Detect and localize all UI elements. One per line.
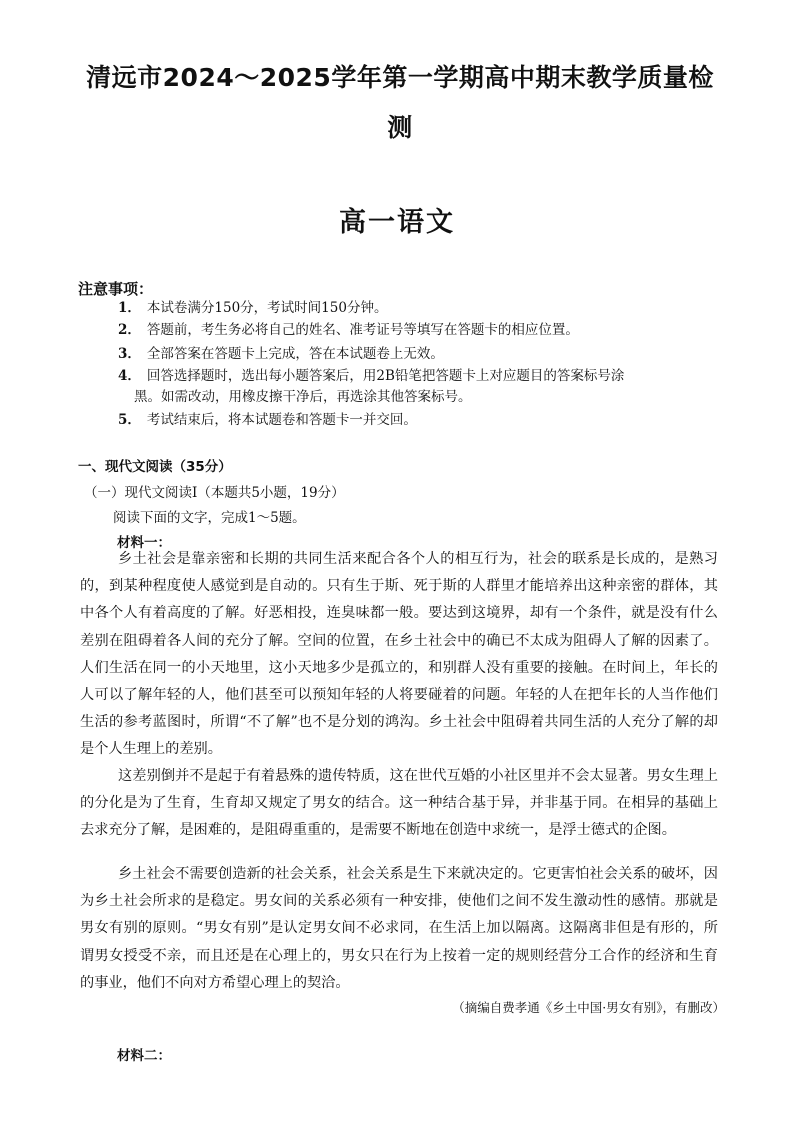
notice-item-4 [118,366,718,408]
passage-paragraph-2: 这差别倒并不是起于有着悬殊的遗传特质，这在世代互婚的小社区里并不会太显著。男女生理上的分化是为了生育，生育却又规定了男女的结合。这一种结合基于异，并非基于同。在相异的基础上去求充分了解，是困难的，是阻碍重重的，是需要不断地在创造中求统一，是浮士德式的企图。 [80,768,718,839]
notice-item-text: 回答选择题时，选出每小题答案后，用2B铅笔把答题卡上对应题目的答案标号涂 [146,368,625,384]
notice-item-2 [118,320,718,341]
source-citation: （摘编自费孝通《乡土中国·男女有别》，有删改） [452,1000,725,1015]
notice-item-5 [118,410,718,431]
material-2-label: 材料二： [117,1048,171,1064]
notice-item-3 [118,344,718,365]
subject-title: 高一语文 [339,207,455,238]
passage-paragraph-3: 乡土社会不需要创造新的社会关系，社会关系是生下来就决定的。它更害怕社会关系的破坏，因为乡土社会所求的是稳定。男女间的关系必须有一种安排，使他们之间不发生激动性的感情。那就是男女有别的原则。“男女有别”是认定男女间不必求同，在生活上加以隔离。这隔离非但是有形的，所谓男女授受不亲，而且还是在心理上的，男女只在行为上按着一定的规则经营分工合作的经济和生育的事业，他们不向对方希望心理上的契洽。 [80,866,718,991]
section-heading: 一、现代文阅读（35分） [78,459,232,475]
notice-item-text: 考试结束后，将本试题卷和答题卡一并交回。 [146,412,417,428]
notice-item-number: 5． [118,412,141,428]
passage-paragraph-1: 乡土社会是靠亲密和长期的共同生活来配合各个人的相互行为，社会的联系是长成的，是熟习的，到某种程度使人感觉到是自动的。只有生于斯、死于斯的人群里才能培养出这种亲密的群体，其中各个人有着高度的了解。好恶相投，连臭味都一般。要达到这境界，却有一个条件，就是没有什么差别在阻碍着各人间的充分了解。空间的位置，在乡土社会中的确已不太成为阻碍人了解的因素了。人们生活在同一的小天地里，这小天地多少是孤立的，和别群人没有重要的接触。在时间上，年长的人可以了解年轻的人，他们甚至可以预知年轻的人将要碰着的问题。年轻的人在把年长的人当作他们生活的参考蓝图时，所谓“不了解”也不是分划的鸿沟。乡土社会中阻碍着共同生活的人充分了解的却是个人生理上的差别。 [80,551,718,758]
notice-heading: 注意事项： [78,280,154,298]
notice-item-text: 本试卷满分150分，考试时间150分钟。 [146,300,388,316]
notice-item-number: 1． [118,300,141,316]
notice-item-text: 答题前，考生务必将自己的姓名、准考证号等填写在答题卡的相应位置。 [146,322,579,338]
exam-title-line1: 清远市2024～2025学年第一学期高中期末教学质量检 [86,63,714,92]
notice-item-number: 3． [118,346,141,362]
part-heading: （一）现代文阅读Ⅰ（本题共5小题，19分） [84,485,345,501]
notice-item-text: 全部答案在答题卡上完成，答在本试题卷上无效。 [146,346,444,362]
material-1-label: 材料一： [117,535,171,551]
notice-item-number: 4． [118,368,141,384]
exam-title-line2: 测 [387,113,413,142]
notice-item-continuation: 黑。如需改动，用橡皮擦干净后，再选涂其他答案标号。 [134,389,472,405]
notice-item-number: 2． [118,322,141,338]
notice-item-1 [118,298,718,319]
reading-instruction: 阅读下面的文字，完成1～5题。 [113,510,306,526]
